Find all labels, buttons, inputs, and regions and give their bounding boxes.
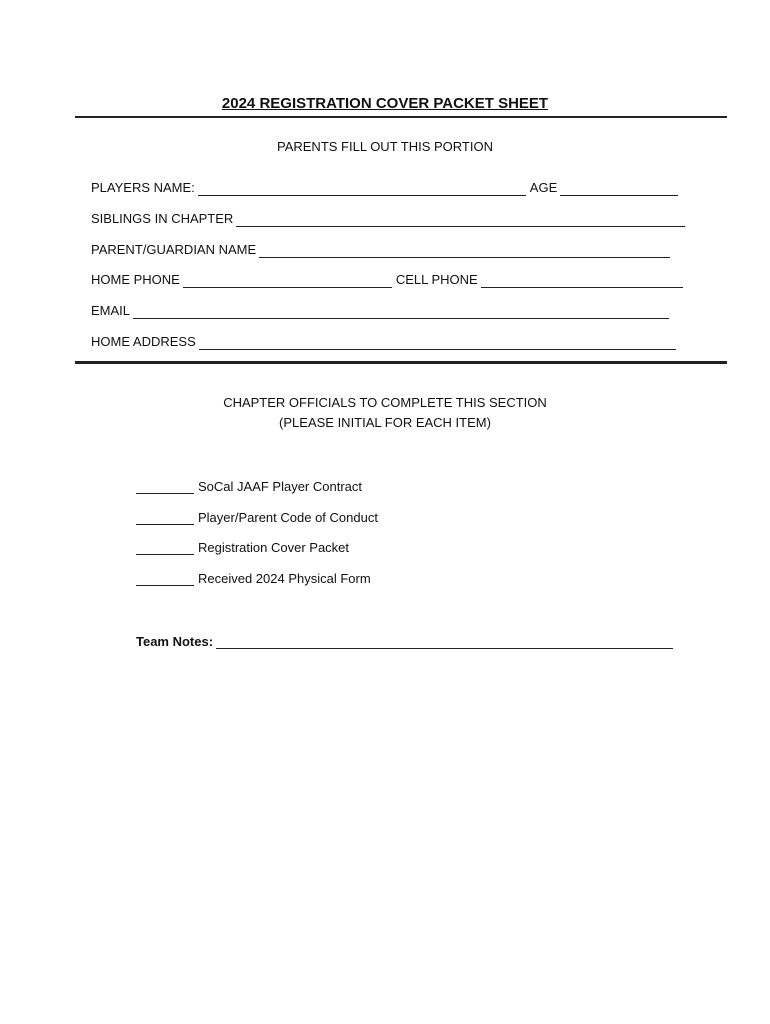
age-field[interactable] (560, 181, 678, 196)
siblings-field[interactable] (236, 212, 685, 227)
home-address-field[interactable] (199, 335, 676, 350)
initial-field[interactable] (136, 479, 194, 494)
age-label: AGE (529, 180, 558, 195)
initial-field[interactable] (136, 540, 194, 555)
parent-guardian-row (91, 240, 674, 258)
phone-row (91, 270, 687, 288)
siblings-row (91, 209, 689, 227)
players-name-label: PLAYERS NAME: (91, 180, 195, 195)
players-name-field[interactable] (198, 181, 526, 196)
parent-guardian-field[interactable] (259, 243, 670, 258)
cell-phone-field[interactable] (481, 273, 683, 288)
players-name-row (91, 178, 682, 196)
email-label: EMAIL (91, 303, 131, 318)
officials-section-subheading: (PLEASE INITIAL FOR EACH ITEM) (279, 415, 491, 430)
officials-section-heading: CHAPTER OFFICIALS TO COMPLETE THIS SECTION (223, 395, 547, 410)
checklist-item-label: Received 2024 Physical Form (198, 571, 371, 586)
team-notes-label: Team Notes: (136, 634, 214, 649)
cell-phone-label: CELL PHONE (395, 272, 478, 287)
parents-section-heading: PARENTS FILL OUT THIS PORTION (277, 139, 493, 154)
email-field[interactable] (133, 304, 669, 319)
checklist-item (136, 507, 378, 525)
top-divider (75, 116, 727, 118)
checklist-item (136, 537, 349, 555)
checklist-item (136, 476, 362, 494)
home-address-row (91, 332, 680, 350)
initial-field[interactable] (136, 571, 194, 586)
team-notes-field[interactable] (216, 634, 673, 649)
home-address-label: HOME ADDRESS (91, 334, 196, 349)
checklist-item (136, 568, 371, 586)
home-phone-field[interactable] (183, 273, 392, 288)
parent-guardian-label: PARENT/GUARDIAN NAME (91, 242, 257, 257)
siblings-label: SIBLINGS IN CHAPTER (91, 211, 234, 226)
checklist-item-label: SoCal JAAF Player Contract (198, 479, 363, 494)
team-notes-row (136, 631, 677, 649)
checklist-item-label: Player/Parent Code of Conduct (198, 510, 378, 525)
home-phone-label: HOME PHONE (91, 272, 180, 287)
bottom-divider (75, 361, 727, 364)
email-row (91, 301, 673, 319)
checklist-item-label: Registration Cover Packet (198, 540, 350, 555)
page-title: 2024 REGISTRATION COVER PACKET SHEET (221, 95, 549, 112)
initial-field[interactable] (136, 510, 194, 525)
